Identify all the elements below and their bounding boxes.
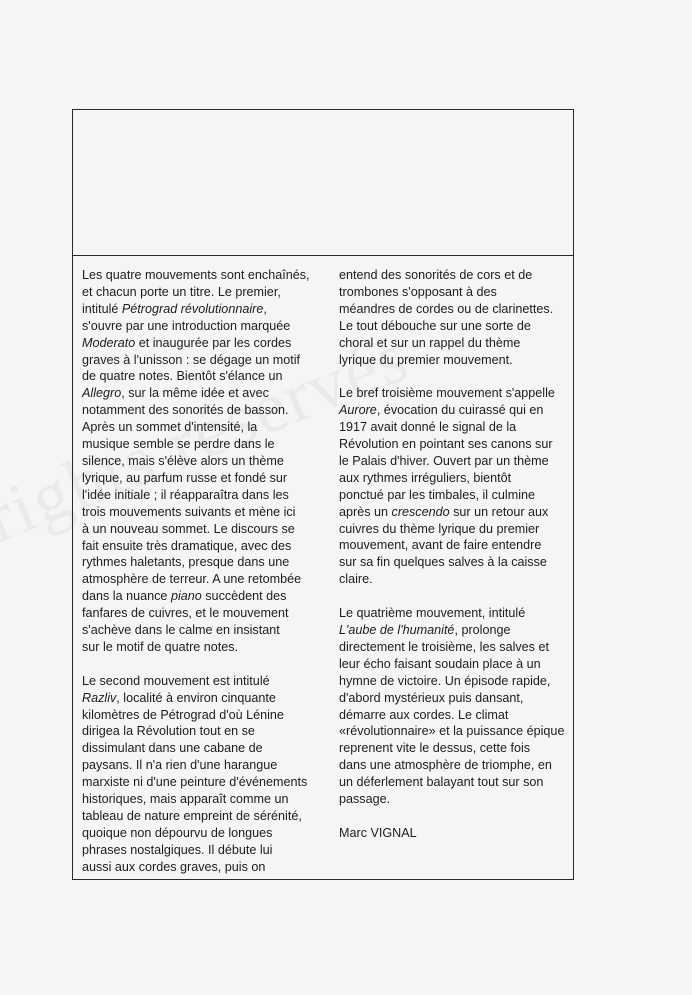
text-line: sur sa fin quelques salves à la caisse: [339, 555, 547, 570]
text-line: phrases nostalgiques. Il débute lui: [82, 842, 273, 857]
text-line: Allegro, sur la même idée et avec: [82, 386, 269, 401]
text-line: Le quatrième mouvement, intitulé: [339, 606, 526, 621]
text-line: le Palais d'hiver. Ouvert par un thème: [339, 453, 549, 468]
text-line: de quatre notes. Bientôt s'élance un: [82, 369, 283, 384]
text-line: dans la nuance piano succèdent des: [82, 589, 287, 604]
text-line: et chacun porte un titre. Le premier,: [82, 284, 281, 299]
paragraph: [339, 605, 571, 808]
paragraph: [339, 385, 571, 588]
text-line: dirigea la Révolution tout en se: [82, 724, 255, 739]
text-line: Les quatre mouvements sont enchaînés,: [82, 268, 310, 282]
paragraph: [82, 673, 323, 876]
text-line: après un crescendo sur un retour aux: [339, 504, 549, 519]
text-line: 1917 avait donné le signal de la: [339, 420, 517, 435]
text-line: à un nouveau sommet. Le discours se: [82, 521, 295, 536]
text-line: reprenent vite le dessus, cette fois: [339, 741, 531, 756]
text-line: Razliv, localité à environ cinquante: [82, 690, 276, 705]
text-line: Le bref troisième mouvement s'appelle: [339, 386, 555, 401]
text-line: trois mouvements suivants et mène ici: [82, 504, 296, 519]
text-line: Aurore, évocation du cuirassé qui en: [339, 403, 544, 418]
text-line: directement le troisième, les salves et: [339, 639, 549, 654]
text-line: un déferlement balayant tout sur son: [339, 775, 544, 790]
paragraph: [339, 267, 571, 368]
text-line: s'ouvre par une introduction marquée: [82, 318, 291, 333]
text-line: intitulé Pétrograd révolutionnaire,: [82, 301, 267, 316]
text-line: atmosphère de terreur. A une retombée: [82, 572, 302, 587]
text-line: sur le motif de quatre notes.: [82, 639, 239, 654]
text-line: aussi aux cordes graves, puis on: [82, 859, 266, 874]
text-line: Révolution en pointant ses canons sur: [339, 437, 553, 452]
text-line: rythmes haletants, presque dans une: [82, 555, 290, 570]
text-line: cuivres du thème lyrique du premier: [339, 521, 540, 536]
left-column: [82, 267, 323, 876]
text-line: s'achève dans le calme en insistant: [82, 623, 280, 638]
text-line: fait ensuite très dramatique, avec des: [82, 538, 292, 553]
text-line: d'abord mystérieux puis dansant,: [339, 690, 524, 705]
text-line: mouvement, avant de faire entendre: [339, 538, 542, 553]
text-line: choral et sur un rappel du thème: [339, 335, 521, 350]
text-line: claire.: [339, 572, 373, 587]
text-line: Le tout débouche sur une sorte de: [339, 318, 531, 333]
text-line: dans une atmosphère de triomphe, en: [339, 758, 552, 773]
text-line: fanfares de cuivres, et le mouvement: [82, 606, 289, 621]
text-line: historiques, mais apparaît comme un: [82, 792, 289, 807]
text-line: leur écho faisant soudain place à un: [339, 656, 541, 671]
text-line: paysans. Il n'a rien d'une harangue: [82, 758, 278, 773]
text-line: démarre aux cordes. Le climat: [339, 707, 509, 722]
text-line: «révolutionnaire» et la puissance épique: [339, 724, 565, 739]
text-line: méandres de cordes ou de clarinettes.: [339, 301, 554, 316]
text-line: hymne de victoire. Un épisode rapide,: [339, 673, 551, 688]
text-line: Moderato et inaugurée par les cordes: [82, 335, 292, 350]
text-line: Après un sommet d'intensité, la: [82, 420, 258, 435]
text-line: L'aube de l'humanité, prolonge: [339, 623, 511, 637]
empty-header-box: [73, 110, 573, 256]
text-line: quoique non dépourvu de longues: [82, 825, 273, 840]
text-line: trombones s'opposant à des: [339, 284, 497, 299]
text-line: dissimulant dans une cabane de: [82, 741, 263, 756]
text-line: marxiste ni d'une peinture d'événements: [82, 775, 308, 790]
right-column: [339, 267, 571, 842]
text-line: lyrique du premier mouvement.: [339, 352, 513, 367]
text-line: tableau de nature empreint de sérénité,: [82, 808, 302, 823]
text-line: kilomètres de Pétrograd d'où Lénine: [82, 707, 284, 722]
text-line: silence, mais s'élève alors un thème: [82, 453, 284, 468]
text-line: ponctué par les timbales, il culmine: [339, 487, 535, 502]
text-line: Le second mouvement est intitulé: [82, 673, 270, 688]
text-line: passage.: [339, 792, 391, 807]
text-line: notamment des sonorités de basson.: [82, 403, 289, 418]
paragraph: [82, 267, 323, 656]
text-line: musique semble se perdre dans le: [82, 437, 275, 452]
text-line: aux rythmes irréguliers, bientôt: [339, 470, 512, 485]
signature: Marc VIGNAL: [339, 825, 417, 840]
text-line: l'idée initiale ; il réapparaîtra dans les: [82, 487, 289, 502]
text-line: lyrique, au parfum russe et fondé sur: [82, 470, 288, 485]
text-frame: [72, 109, 574, 880]
text-line: graves à l'unisson : se dégage un motif: [82, 352, 301, 367]
text-line: entend des sonorités de cors et de: [339, 268, 533, 282]
